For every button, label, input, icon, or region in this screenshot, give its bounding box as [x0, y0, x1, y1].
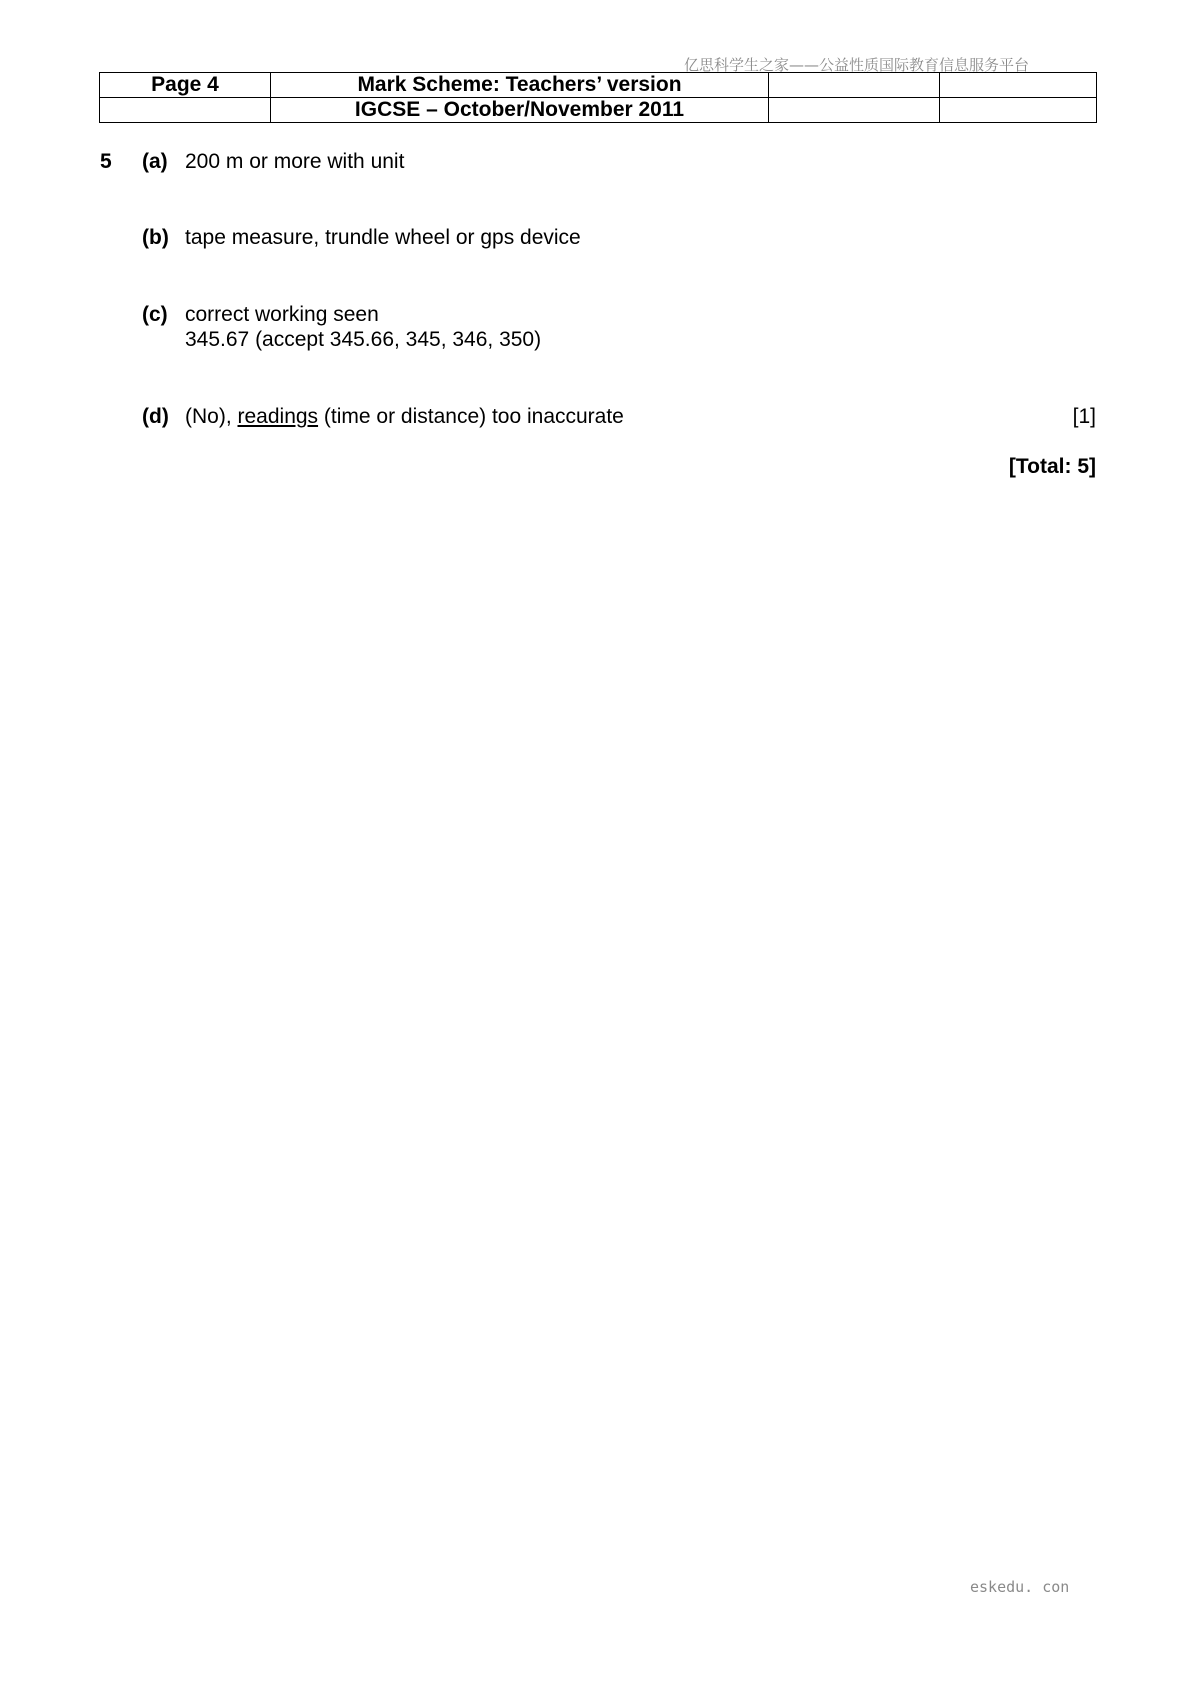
page-number: Page 4	[100, 73, 271, 98]
answer-d	[185, 405, 624, 429]
answer-d-prefix: (No),	[185, 405, 238, 428]
total-marks: [Total: 5]	[1008, 455, 1096, 478]
header-empty-cell	[940, 98, 1097, 123]
part-label-c: (c)	[142, 303, 168, 326]
answer-d-keyword: readings	[237, 405, 319, 428]
question-number: 5	[100, 150, 112, 173]
answer-c-line1: correct working seen	[185, 303, 379, 326]
answer-c-line2: 345.67 (accept 345.66, 345, 346, 350)	[185, 328, 542, 351]
header-empty-cell	[769, 73, 940, 98]
part-label-a: (a)	[142, 150, 168, 173]
answer-d-suffix: (time or distance) too inaccurate	[318, 405, 624, 428]
document-title: Mark Scheme: Teachers’ version	[271, 73, 769, 98]
answer-a: 200 m or more with unit	[185, 150, 405, 173]
header-empty-cell	[769, 98, 940, 123]
answer-b: tape measure, trundle wheel or gps device	[185, 226, 581, 249]
header-empty-cell	[100, 98, 271, 123]
header-empty-cell	[940, 73, 1097, 98]
document-subtitle: IGCSE – October/November 2011	[271, 98, 769, 123]
mark-d: [1]	[1072, 405, 1096, 428]
part-label-b: (b)	[142, 226, 169, 249]
watermark-top: 亿思科学生之家——公益性质国际教育信息服务平台	[684, 56, 1030, 74]
watermark-bottom: eskedu. con	[970, 1578, 1070, 1596]
page-header-table	[99, 72, 1097, 123]
part-label-d: (d)	[142, 405, 169, 428]
